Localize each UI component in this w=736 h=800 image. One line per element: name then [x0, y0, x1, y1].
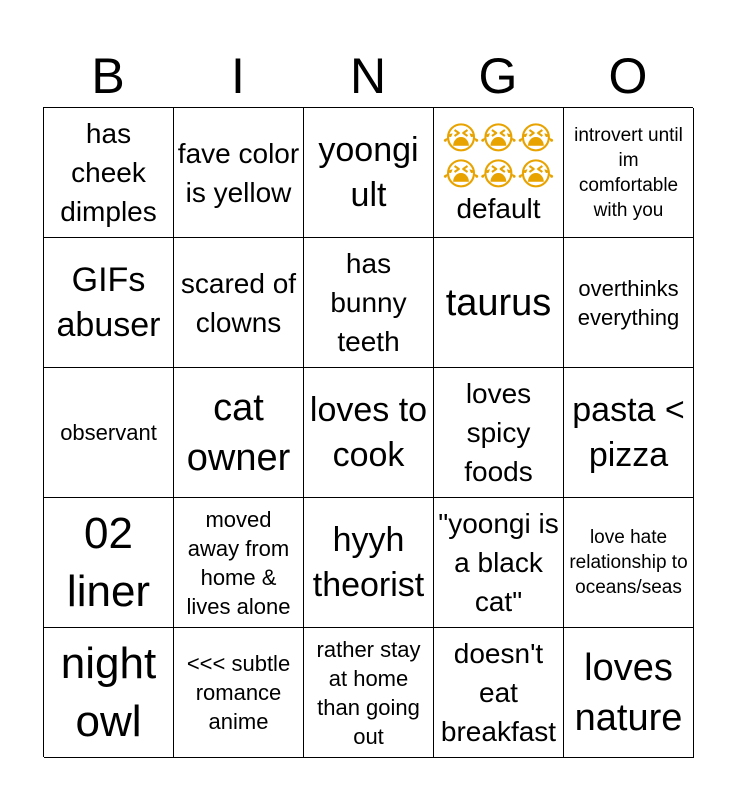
cell-text: rather stay at home than going out	[316, 636, 421, 749]
bingo-cell[interactable]	[44, 628, 174, 758]
cell-text: moved away from home & lives alone	[186, 506, 291, 619]
bingo-cell[interactable]	[564, 108, 694, 238]
bingo-cell[interactable]	[44, 368, 174, 498]
bingo-cell[interactable]	[174, 108, 304, 238]
loudly-crying-face-icon: 😭😭😭😭😭😭	[442, 118, 555, 193]
bingo-cell[interactable]	[304, 628, 434, 758]
bingo-cell[interactable]	[174, 628, 304, 758]
cell-text: yoongi ult	[318, 130, 419, 214]
cell-text: has cheek dimples	[60, 118, 157, 227]
cell-text: introvert until im comfortable with you	[574, 124, 683, 221]
cell-text: scared of clowns	[180, 267, 297, 338]
cell-text: fave color is yellow	[177, 137, 300, 208]
header-letter-n: N	[349, 48, 387, 104]
cell-text: pasta < pizza	[572, 390, 685, 474]
cell-text: observant	[60, 420, 157, 445]
bingo-cell[interactable]	[44, 108, 174, 238]
cell-text: cat owner	[186, 386, 291, 479]
cell-text: 02 liner	[66, 508, 151, 616]
bingo-grid	[43, 107, 693, 757]
bingo-cell[interactable]	[304, 108, 434, 238]
bingo-cell[interactable]	[434, 238, 564, 368]
header-letter-g: G	[478, 48, 518, 104]
bingo-cell[interactable]	[174, 368, 304, 498]
bingo-cell[interactable]	[304, 238, 434, 368]
bingo-cell[interactable]	[44, 238, 174, 368]
bingo-cell[interactable]	[304, 498, 434, 628]
bingo-cell[interactable]	[434, 498, 564, 628]
header-letter-b: B	[91, 48, 125, 104]
bingo-cell[interactable]	[434, 368, 564, 498]
bingo-cell[interactable]	[434, 108, 564, 238]
cell-text: default	[456, 192, 541, 224]
cell-text: love hate relationship to oceans/seas	[569, 527, 688, 598]
cell-text: taurus	[445, 281, 552, 324]
cell-text: loves nature	[574, 646, 683, 739]
bingo-cell[interactable]	[174, 498, 304, 628]
bingo-cell[interactable]	[564, 628, 694, 758]
cell-text: night owl	[60, 638, 157, 746]
header-letter-i: I	[231, 48, 245, 104]
cell-text: overthinks everything	[577, 275, 680, 330]
cell-text: <<< subtle romance anime	[186, 651, 291, 734]
bingo-cell[interactable]	[304, 368, 434, 498]
bingo-cell[interactable]	[564, 238, 694, 368]
cell-text: doesn't eat breakfast	[440, 638, 557, 747]
cell-text: has bunny teeth	[330, 248, 407, 357]
cell-text: loves to cook	[309, 390, 428, 474]
bingo-cell[interactable]	[44, 498, 174, 628]
cell-text: loves spicy foods	[464, 378, 533, 487]
cell-text: GIFs abuser	[56, 260, 161, 344]
cell-text: "yoongi is a black cat"	[438, 508, 559, 617]
header-letter-o: O	[608, 48, 648, 104]
bingo-header	[43, 48, 693, 108]
bingo-cell[interactable]	[434, 628, 564, 758]
bingo-cell[interactable]	[564, 368, 694, 498]
bingo-cell[interactable]	[174, 238, 304, 368]
cell-text: hyyh theorist	[312, 520, 425, 604]
bingo-cell[interactable]	[564, 498, 694, 628]
